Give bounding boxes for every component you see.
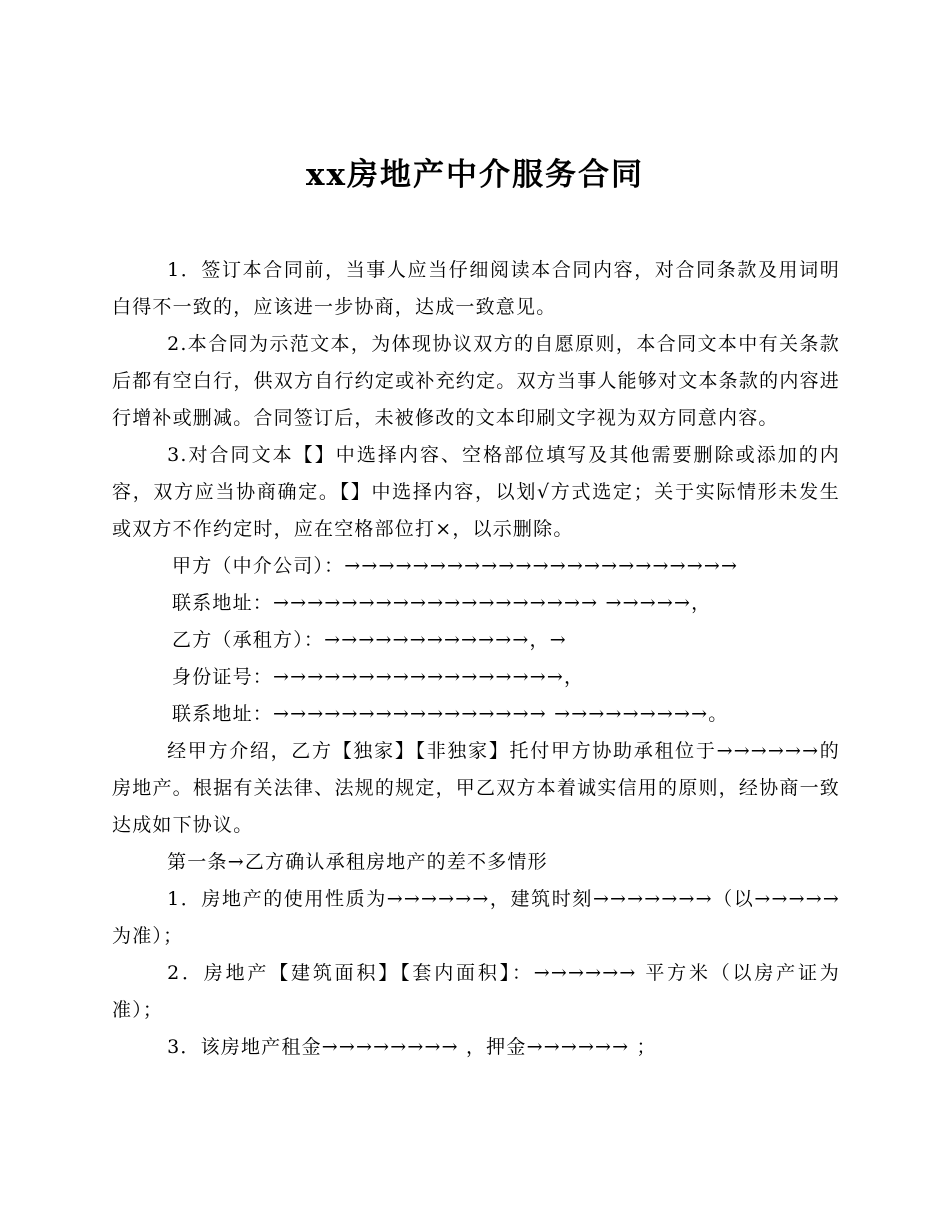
intro-paragraph: 经甲方介绍，乙方【独家】【非独家】托付甲方协助承租位于→→→→→→的房地产。根据有关法律、法规的规定，甲乙双方本着诚实信用的原则，经协商一致达成如下协议。 [112,740,840,836]
party-b-field: 乙方（承租方）：→→→→→→→→→→→→，→ [172,629,567,651]
party-a-field: 甲方（中介公司）：→→→→→→→→→→→→→→→→→→→→→→→ [172,555,739,577]
article-1-heading: 第一条→乙方确认承租房地产的差不多情形 [167,851,548,873]
party-a-address-field: 联系地址：→→→→→→→→→→→→→→→→→→→ →→→→→， [172,592,712,614]
note-paragraph-1: 1．签订本合同前，当事人应当仔细阅读本合同内容，对合同条款及用词明白得不一致的，应该进一步协商，达成一致意见。 [112,259,840,318]
id-number-field: 身份证号：→→→→→→→→→→→→→→→→→， [172,666,585,688]
note-paragraph-2: 2.本合同为示范文本，为体现协议双方的自愿原则，本合同文本中有关条款后都有空白行，供双方自行约定或补充约定。双方当事人能够对文本条款的内容进行增补或删减。合同签订后，未被修改的文本印刷文字视为双方同意内容。 [112,333,840,429]
article-1-item-1: 1．房地产的使用性质为→→→→→→，建筑时刻→→→→→→→（以→→→→→为准）； [112,888,840,947]
contract-body [112,252,840,1066]
article-1-item-2: 2．房地产【建筑面积】【套内面积】：→→→→→→ 平方米（以房产证为准）； [112,962,840,1021]
article-1-item-3: 3．该房地产租金→→→→→→→→ ，押金→→→→→→ ； [167,1036,657,1058]
page-title: xx房地产中介服务合同 [306,156,644,193]
note-paragraph-3: 3.对合同文本【】中选择内容、空格部位填写及其他需要删除或添加的内容，双方应当协商确定。【】中选择内容，以划√方式选定；关于实际情形未发生或双方不作约定时，应在空格部位打×，以示删除。 [112,444,840,540]
party-b-address-field: 联系地址：→→→→→→→→→→→→→→→→ →→→→→→→→→。 [172,703,729,725]
